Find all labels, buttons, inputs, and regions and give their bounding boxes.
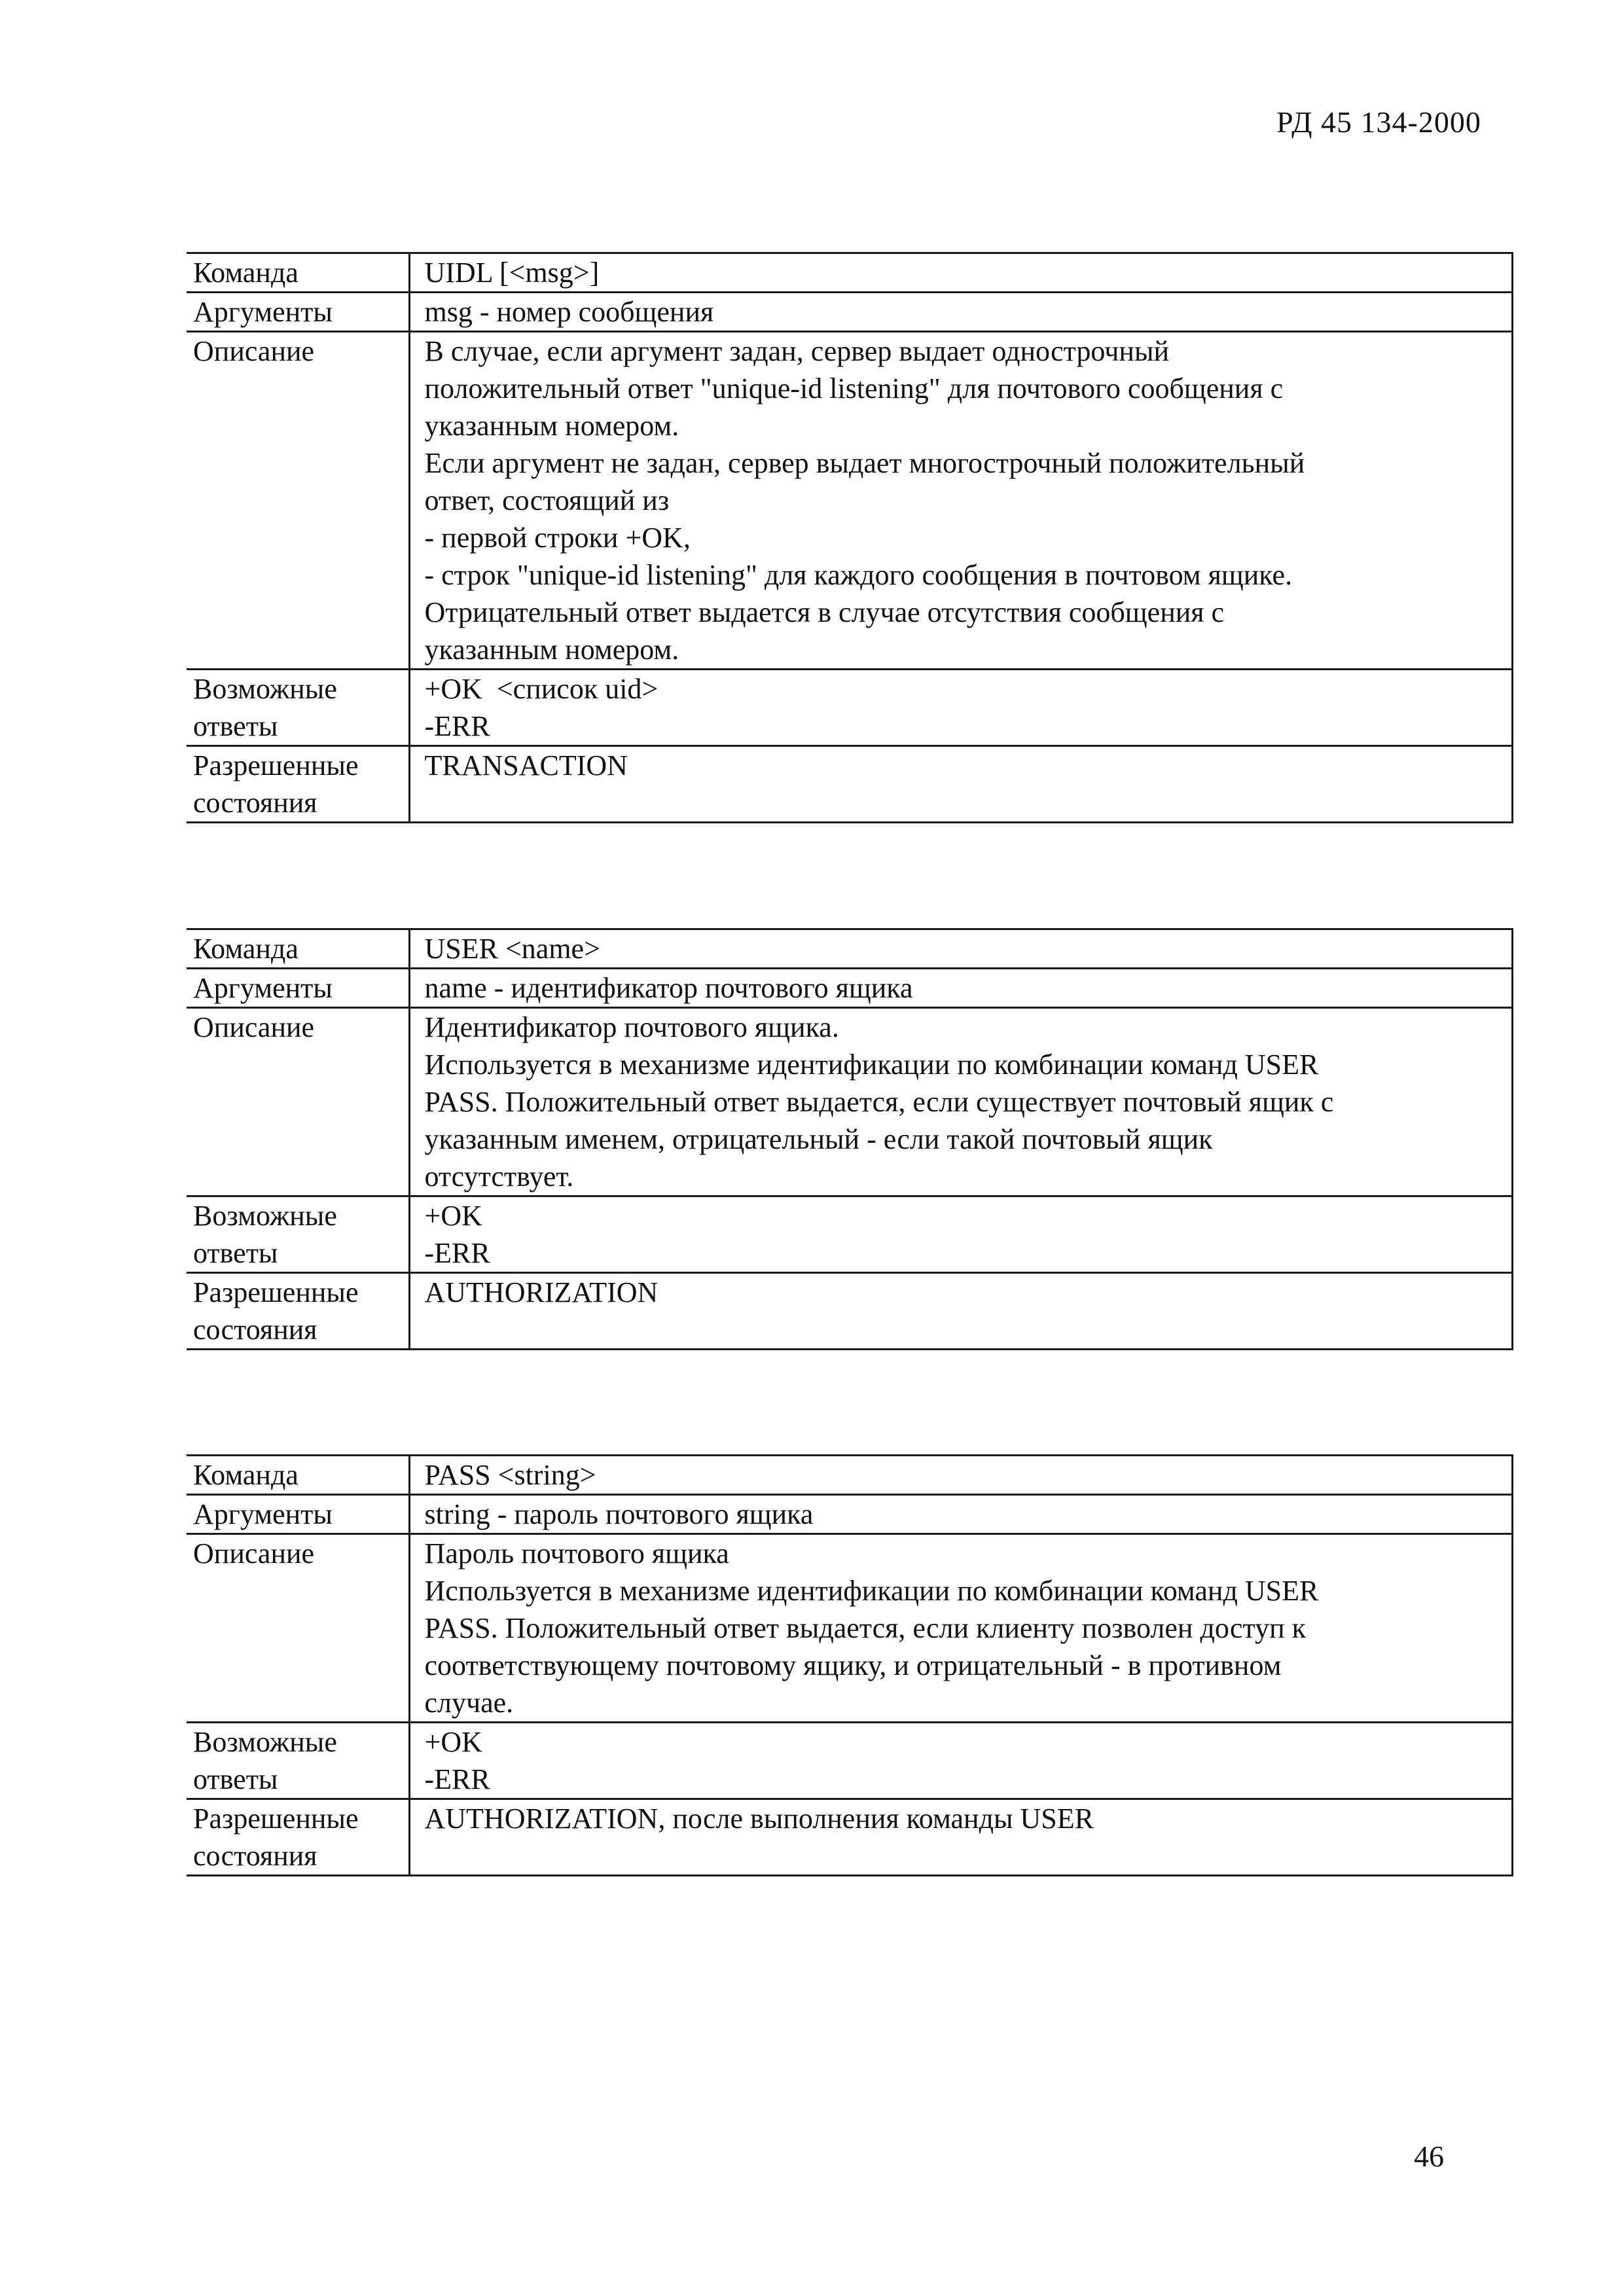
responses-label-line: Возможные <box>193 1200 337 1232</box>
description-label: Описание <box>187 332 409 670</box>
states-label-line: состояния <box>193 1840 317 1872</box>
states-label-line: Разрешенные <box>193 1276 359 1308</box>
description-line: Используется в механизме идентификации по комбинации команд USER <box>424 1575 1319 1607</box>
command-table-user <box>187 928 1513 1350</box>
command-value: USER <name> <box>409 929 1512 969</box>
responses-value <box>409 1723 1512 1799</box>
response-line: +OK <список uid> <box>424 673 659 705</box>
responses-label <box>187 670 409 746</box>
description-line: - первой строки +OK, <box>424 522 691 554</box>
description-row <box>187 332 1512 670</box>
arguments-label: Аргументы <box>187 1495 409 1534</box>
description-row <box>187 1008 1512 1196</box>
states-label-line: Разрешенные <box>193 749 359 781</box>
description-line: указанным именем, отрицательный - если такой почтовый ящик <box>424 1123 1213 1155</box>
description-line: отсутствует. <box>424 1160 574 1193</box>
description-line: положительный ответ "unique-id listening" для почтового сообщения с <box>424 372 1284 404</box>
description-value <box>409 1534 1512 1723</box>
responses-label-line: Возможные <box>193 1726 337 1758</box>
responses-label-line: ответы <box>193 1763 278 1795</box>
description-line: соответствующему почтовому ящику, и отрицательный - в противном <box>424 1649 1282 1681</box>
command-label: Команда <box>187 1456 409 1495</box>
responses-label <box>187 1723 409 1799</box>
arguments-label: Аргументы <box>187 969 409 1008</box>
response-line: +OK <box>424 1200 482 1232</box>
description-value <box>409 332 1512 670</box>
responses-row <box>187 1723 1512 1799</box>
states-value: TRANSACTION <box>409 746 1512 823</box>
description-line: ответ, состоящий из <box>424 484 670 516</box>
states-value: AUTHORIZATION <box>409 1273 1512 1350</box>
command-row <box>187 1456 1512 1495</box>
command-label: Команда <box>187 253 409 293</box>
description-value <box>409 1008 1512 1196</box>
states-value: AUTHORIZATION, после выполнения команды USER <box>409 1799 1512 1876</box>
arguments-value: string - пароль почтового ящика <box>409 1495 1512 1534</box>
responses-label-line: Возможные <box>193 673 337 705</box>
description-line: Если аргумент не задан, сервер выдает многострочный положительный <box>424 447 1305 479</box>
responses-label-line: ответы <box>193 710 278 742</box>
responses-value <box>409 670 1512 746</box>
description-line: случае. <box>424 1687 514 1719</box>
states-label-line: состояния <box>193 787 317 819</box>
responses-row <box>187 1196 1512 1273</box>
description-line: Используется в механизме идентификации по комбинации команд USER <box>424 1049 1319 1081</box>
responses-row <box>187 670 1512 746</box>
response-line: -ERR <box>424 1237 490 1269</box>
states-label-line: Разрешенные <box>193 1803 359 1835</box>
document-code: РД 45 134-2000 <box>1276 105 1481 139</box>
description-line: указанным номером. <box>424 634 679 666</box>
response-line: -ERR <box>424 710 490 742</box>
description-line: Отрицательный ответ выдается в случае отсутствия сообщения с <box>424 596 1225 628</box>
page-number: 46 <box>1414 2140 1444 2173</box>
responses-label-line: ответы <box>193 1237 278 1269</box>
command-row <box>187 929 1512 969</box>
description-label: Описание <box>187 1008 409 1196</box>
command-table-uidl <box>187 252 1513 823</box>
states-row <box>187 746 1512 823</box>
description-line: указанным номером. <box>424 410 679 442</box>
command-value: UIDL [<msg>] <box>409 253 1512 293</box>
command-row <box>187 253 1512 293</box>
description-row <box>187 1534 1512 1723</box>
description-line: PASS. Положительный ответ выдается, если клиенту позволен доступ к <box>424 1612 1307 1644</box>
response-line: +OK <box>424 1726 482 1758</box>
arguments-row <box>187 293 1512 332</box>
command-table-pass <box>187 1454 1513 1876</box>
command-label: Команда <box>187 929 409 969</box>
arguments-row <box>187 1495 1512 1534</box>
description-line: Пароль почтового ящика <box>424 1537 729 1570</box>
arguments-row <box>187 969 1512 1008</box>
states-label <box>187 1273 409 1350</box>
description-line: PASS. Положительный ответ выдается, если существует почтовый ящик с <box>424 1086 1334 1118</box>
response-line: -ERR <box>424 1763 490 1795</box>
description-line: Идентификатор почтового ящика. <box>424 1011 839 1043</box>
description-line: В случае, если аргумент задан, сервер выдает однострочный <box>424 335 1170 367</box>
states-label-line: состояния <box>193 1314 317 1346</box>
arguments-value: msg - номер сообщения <box>409 293 1512 332</box>
responses-label <box>187 1196 409 1273</box>
states-label <box>187 1799 409 1876</box>
arguments-value: name - идентификатор почтового ящика <box>409 969 1512 1008</box>
states-row <box>187 1273 1512 1350</box>
responses-value <box>409 1196 1512 1273</box>
command-value: PASS <string> <box>409 1456 1512 1495</box>
states-row <box>187 1799 1512 1876</box>
description-label: Описание <box>187 1534 409 1723</box>
description-line: - строк "unique-id listening" для каждого сообщения в почтовом ящике. <box>424 559 1293 591</box>
states-label <box>187 746 409 823</box>
arguments-label: Аргументы <box>187 293 409 332</box>
